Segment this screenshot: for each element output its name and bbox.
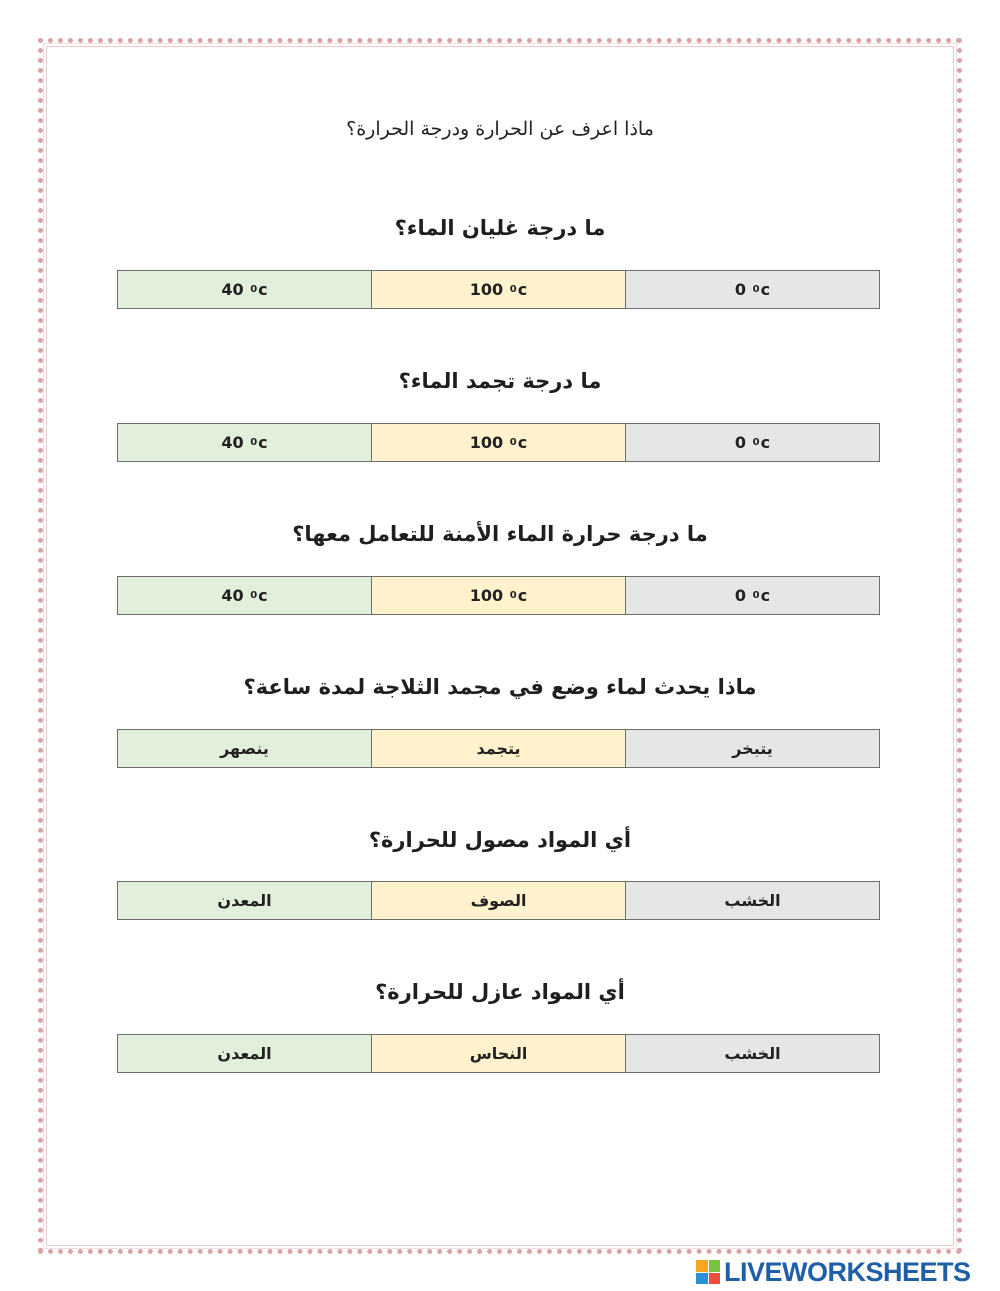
options-row-4 [117,729,880,768]
option-q6-b[interactable]: النحاس [371,1035,625,1072]
brand-logo[interactable] [696,1255,971,1289]
options-row-1 [117,270,880,309]
option-q3-c[interactable]: 0 0 c [625,577,879,614]
option-q4-b[interactable]: يتجمد [371,730,625,767]
option-q2-b[interactable]: 100 0 c [371,424,625,461]
option-q5-b[interactable]: الصوف [371,882,625,919]
question-3: ما درجة حرارة الماء الأمنة للتعامل معها؟ [292,522,708,546]
question-5: أي المواد مصول للحرارة؟ [368,828,632,852]
option-q5-a[interactable]: المعدن [118,882,371,919]
question-4: ماذا يحدث لماء وضع في مجمد الثلاجة لمدة ساعة؟ [243,675,757,699]
option-q6-c[interactable]: الخشب [625,1035,879,1072]
worksheet-title: ماذا اعرف عن الحرارة ودرجة الحرارة؟ [346,118,654,140]
option-q6-a[interactable]: المعدن [118,1035,371,1072]
option-q2-c[interactable]: 0 0 c [625,424,879,461]
option-q3-b[interactable]: 100 0 c [371,577,625,614]
option-q2-a[interactable]: 40 0 c [118,424,371,461]
liveworksheets-logo-icon [696,1260,720,1284]
option-q1-c[interactable]: 0 0 c [625,271,879,308]
options-row-2 [117,423,880,462]
option-q5-c[interactable]: الخشب [625,882,879,919]
option-q4-c[interactable]: يتبخر [625,730,879,767]
brand-text: LIVEWORKSHEETS [724,1256,971,1287]
option-q4-a[interactable]: ينصهر [118,730,371,767]
option-q1-b[interactable]: 100 0 c [371,271,625,308]
question-2: ما درجة تجمد الماء؟ [398,369,602,393]
option-q1-a[interactable]: 40 0 c [118,271,371,308]
option-q3-a[interactable]: 40 0 c [118,577,371,614]
options-row-3 [117,576,880,615]
question-1: ما درجة غليان الماء؟ [394,216,606,240]
question-6: أي المواد عازل للحرارة؟ [375,980,625,1004]
options-row-5 [117,881,880,920]
options-row-6 [117,1034,880,1073]
